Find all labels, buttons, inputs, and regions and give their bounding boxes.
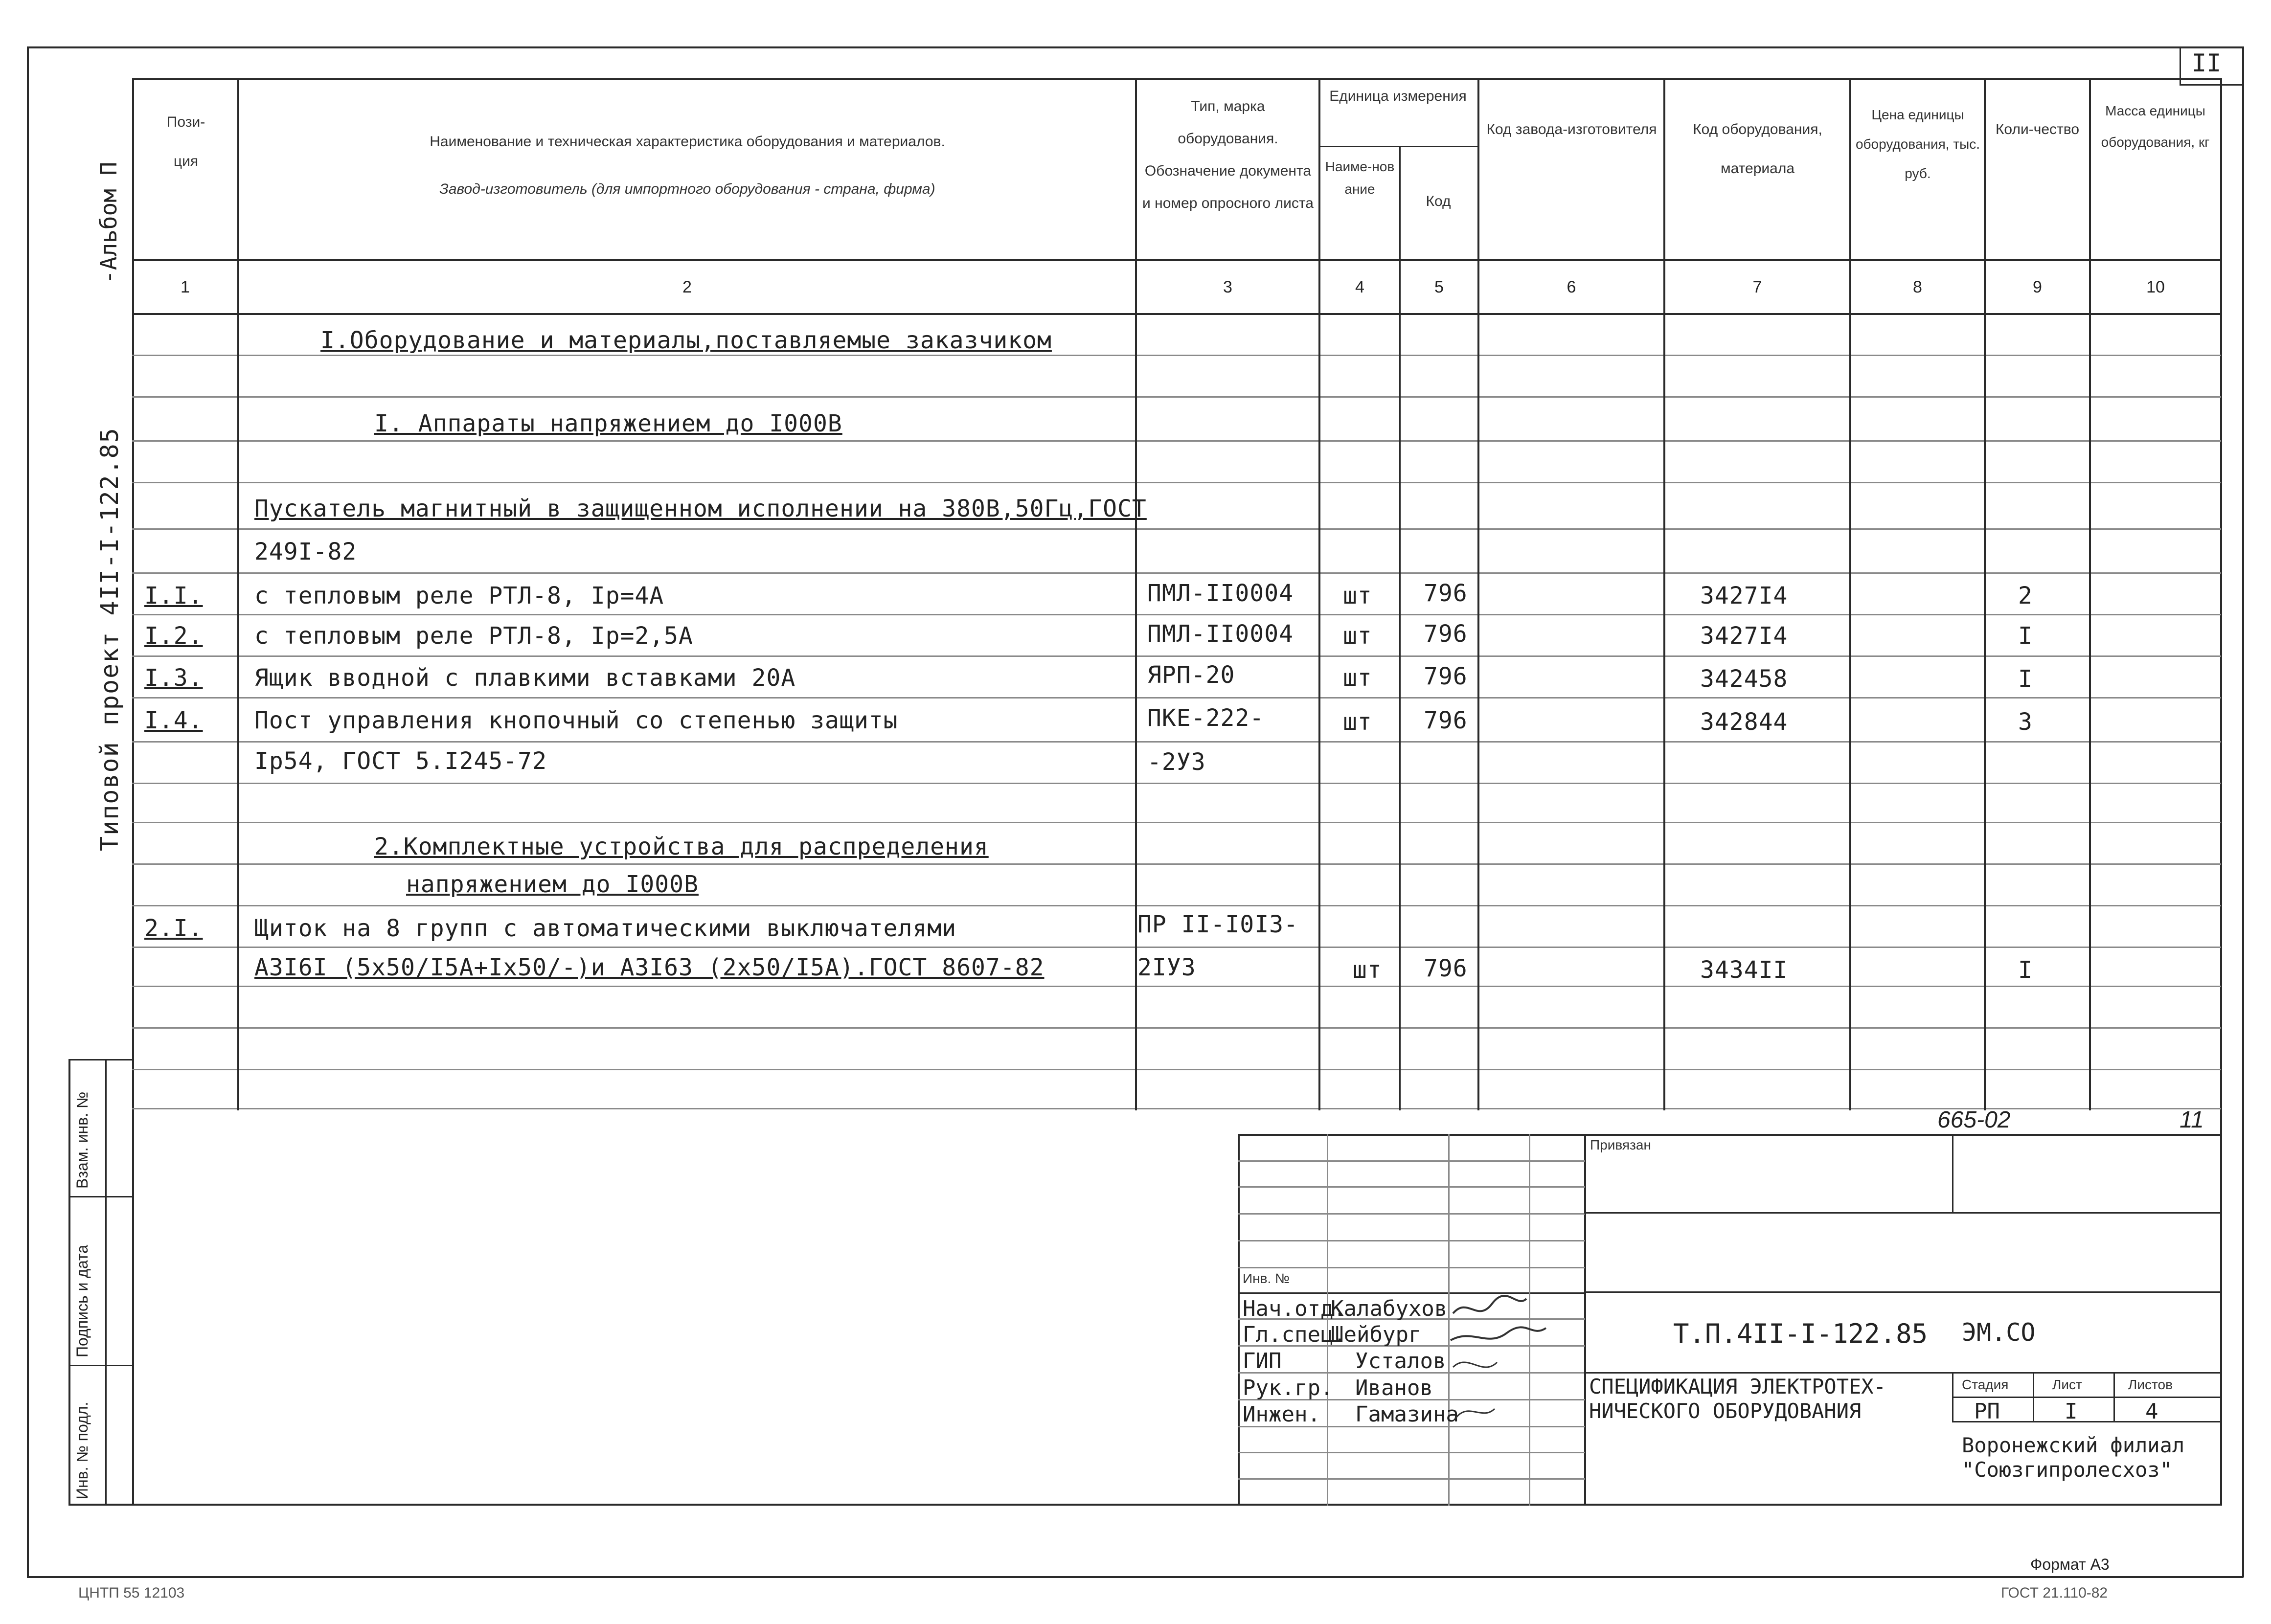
signer-name-5: Гамазина — [1355, 1402, 1459, 1427]
sheets-label: Листов — [2128, 1377, 2173, 1392]
format-label: Формат А3 — [2030, 1556, 2110, 1573]
header-qty: Коли-чество — [1995, 121, 2080, 137]
col-num-9: 9 — [2033, 278, 2042, 296]
row-type: ПКЕ-222- — [1147, 704, 1265, 732]
signer-name-2: Шейбург — [1331, 1322, 1422, 1347]
row-code: 796 — [1424, 707, 1468, 734]
signer-role-2: Гл.спец. — [1243, 1322, 1346, 1347]
signer-role-4: Рук.гр. — [1243, 1376, 1334, 1400]
field-right — [2220, 78, 2222, 1506]
row-name: Щиток на 8 групп с автоматическими выключателями — [254, 915, 957, 942]
row-equip-code: 3427I4 — [1700, 622, 1788, 650]
field-bottom — [68, 1504, 2221, 1506]
row-name: с тепловым реле РТЛ-8, Iр=4А — [254, 582, 664, 609]
header-name-1: Наименование и техническая характеристика оборудования и материалов. — [430, 134, 945, 150]
col-num-1: 1 — [181, 278, 190, 296]
header-unit-name: Наиме-нование — [1325, 159, 1395, 197]
row-pos: I.3. — [144, 664, 203, 692]
frame-left — [27, 46, 29, 1578]
doc-suffix: ЭМ.СО — [1962, 1318, 2036, 1347]
signer-role-3: ГИП — [1243, 1349, 1282, 1374]
row-qty: I — [2018, 622, 2033, 650]
org-line-2: "Союзгипролесхоз" — [1962, 1458, 2172, 1482]
header-pos: Пози- ция — [166, 114, 205, 169]
row-type: ЯРП-20 — [1147, 661, 1235, 689]
doc-title-1: СПЕЦИФИКАЦИЯ ЭЛЕКТРОТЕХ- — [1589, 1375, 1886, 1398]
header-price: Цена единицы оборудования, тыс. руб. — [1855, 107, 1980, 181]
row-name: Ящик вводной с плавкими вставками 20А — [254, 664, 796, 692]
col-num-2: 2 — [682, 278, 692, 296]
footer-left: ЦНТП 55 12103 — [78, 1585, 185, 1601]
header-unit-code: Код — [1426, 193, 1451, 209]
doc-code: Т.П.4II-I-122.85 — [1673, 1318, 1928, 1349]
sheet-mark-box-b — [2180, 84, 2243, 86]
col-num-4: 4 — [1355, 278, 1364, 296]
row-unit: шт — [1353, 956, 1382, 984]
sheets-value: 4 — [2145, 1399, 2158, 1424]
stamp-repl-label: Взам. инв. № — [73, 1091, 91, 1189]
row-pos: 2.I. — [144, 915, 203, 942]
row-qty: 3 — [2018, 708, 2033, 736]
row-equip-code: 342844 — [1700, 708, 1788, 736]
header-name-2: Завод-изготовитель (для импортного оборудования - страна, фирма) — [439, 181, 935, 197]
privyazan-label: Привязан — [1590, 1137, 1651, 1152]
section-1-title: I.Оборудование и материалы,поставляемые заказчиком — [320, 327, 1052, 354]
section-1-subtitle: I. Аппараты напряжением до I000В — [374, 410, 842, 437]
col-num-5: 5 — [1434, 278, 1444, 296]
ref-sheet: 11 — [2180, 1107, 2204, 1133]
signer-name-3: Усталов — [1355, 1349, 1446, 1374]
section-2-title-2: напряжением до I000В — [406, 871, 699, 898]
row-type: ПМЛ-II0004 — [1147, 620, 1294, 648]
row-equip-code: 3434II — [1700, 956, 1788, 984]
row-name: Iр54, ГОСТ 5.I245-72 — [254, 747, 547, 775]
sheet-value: I — [2065, 1399, 2078, 1424]
row-code: 796 — [1424, 580, 1468, 607]
row-pos: I.4. — [144, 707, 203, 734]
doc-title-2: НИЧЕСКОГО ОБОРУДОВАНИЯ — [1589, 1399, 1862, 1423]
row-pos: I.I. — [144, 582, 203, 609]
footer-right: ГОСТ 21.110-82 — [2001, 1585, 2108, 1601]
col-num-8: 8 — [1913, 278, 1922, 296]
row-code: 796 — [1424, 663, 1468, 690]
col-num-3: 3 — [1223, 278, 1232, 296]
row-type: 2IУ3 — [1137, 954, 1196, 981]
starter-line-1: Пускатель магнитный в защищенном исполнении на 380В,50Гц,ГОСТ — [254, 495, 1147, 522]
header-type: Тип, марка оборудования. Обозначение документа и номер опросного листа — [1142, 98, 1314, 211]
starter-line-2: 249I-82 — [254, 538, 357, 565]
row-type: -2У3 — [1147, 748, 1206, 776]
signer-name-4: Иванов — [1355, 1376, 1433, 1400]
row-name: Пост управления кнопочный со степенью защиты — [254, 707, 898, 734]
row-type: ПМЛ-II0004 — [1147, 580, 1294, 607]
col-num-6: 6 — [1567, 278, 1576, 296]
signer-name-1: Калабухов — [1331, 1296, 1448, 1321]
sheet-label: Лист — [2052, 1377, 2082, 1392]
signer-role-5: Инжен. — [1243, 1402, 1320, 1427]
row-unit: шт — [1343, 622, 1372, 650]
header-factory-code: Код завода-изготовителя — [1486, 121, 1657, 137]
col-num-10: 10 — [2146, 278, 2165, 296]
stage-label: Стадия — [1962, 1377, 2009, 1392]
row-unit: шт — [1343, 664, 1372, 692]
header-unit: Единица измерения — [1329, 88, 1467, 104]
header-equip-code: Код оборудования, материала — [1693, 121, 1822, 177]
signer-role-1: Нач.отд. — [1243, 1296, 1346, 1321]
row-code: 796 — [1424, 955, 1468, 982]
row-pos: I.2. — [144, 622, 203, 650]
frame-top — [27, 46, 2243, 48]
col-num-7: 7 — [1752, 278, 1762, 296]
row-code: 796 — [1424, 620, 1468, 648]
stage-value: РП — [1974, 1399, 2000, 1424]
signature-marks — [1448, 1294, 1566, 1431]
album-label: -Альбом П — [95, 161, 122, 284]
row-qty: 2 — [2018, 582, 2033, 609]
stamp-sign-label: Подпись и дата — [73, 1244, 91, 1357]
row-type: ПР II-I0I3- — [1137, 911, 1298, 938]
row-qty: I — [2018, 956, 2033, 984]
row-equip-code: 3427I4 — [1700, 582, 1788, 609]
frame-right — [2242, 46, 2244, 1578]
header-mass: Масса единицы оборудования, кг — [2101, 103, 2210, 150]
inv-label: Инв. № — [1243, 1271, 1290, 1286]
row-name: с тепловым реле РТЛ-8, Iр=2,5А — [254, 622, 693, 650]
row-qty: I — [2018, 665, 2033, 693]
sheet-mark: II — [2192, 49, 2222, 77]
project-label: Типовой проект 4II-I-122.85 — [95, 427, 124, 851]
org-line-1: Воронежский филиал — [1962, 1433, 2185, 1457]
row-unit: шт — [1343, 582, 1372, 609]
row-equip-code: 342458 — [1700, 665, 1788, 693]
frame-bottom — [27, 1576, 2243, 1578]
section-2-title-1: 2.Комплектные устройства для распределения — [374, 833, 989, 860]
row-name: А3I6I (5х50/I5А+Iх50/-)и А3I63 (2х50/I5А).ГОСТ 8607-82 — [254, 954, 1045, 981]
row-unit: шт — [1343, 708, 1372, 736]
stamp-inv-label: Инв. № подл. — [73, 1401, 91, 1499]
ref-number: 665-02 — [1937, 1107, 2011, 1133]
